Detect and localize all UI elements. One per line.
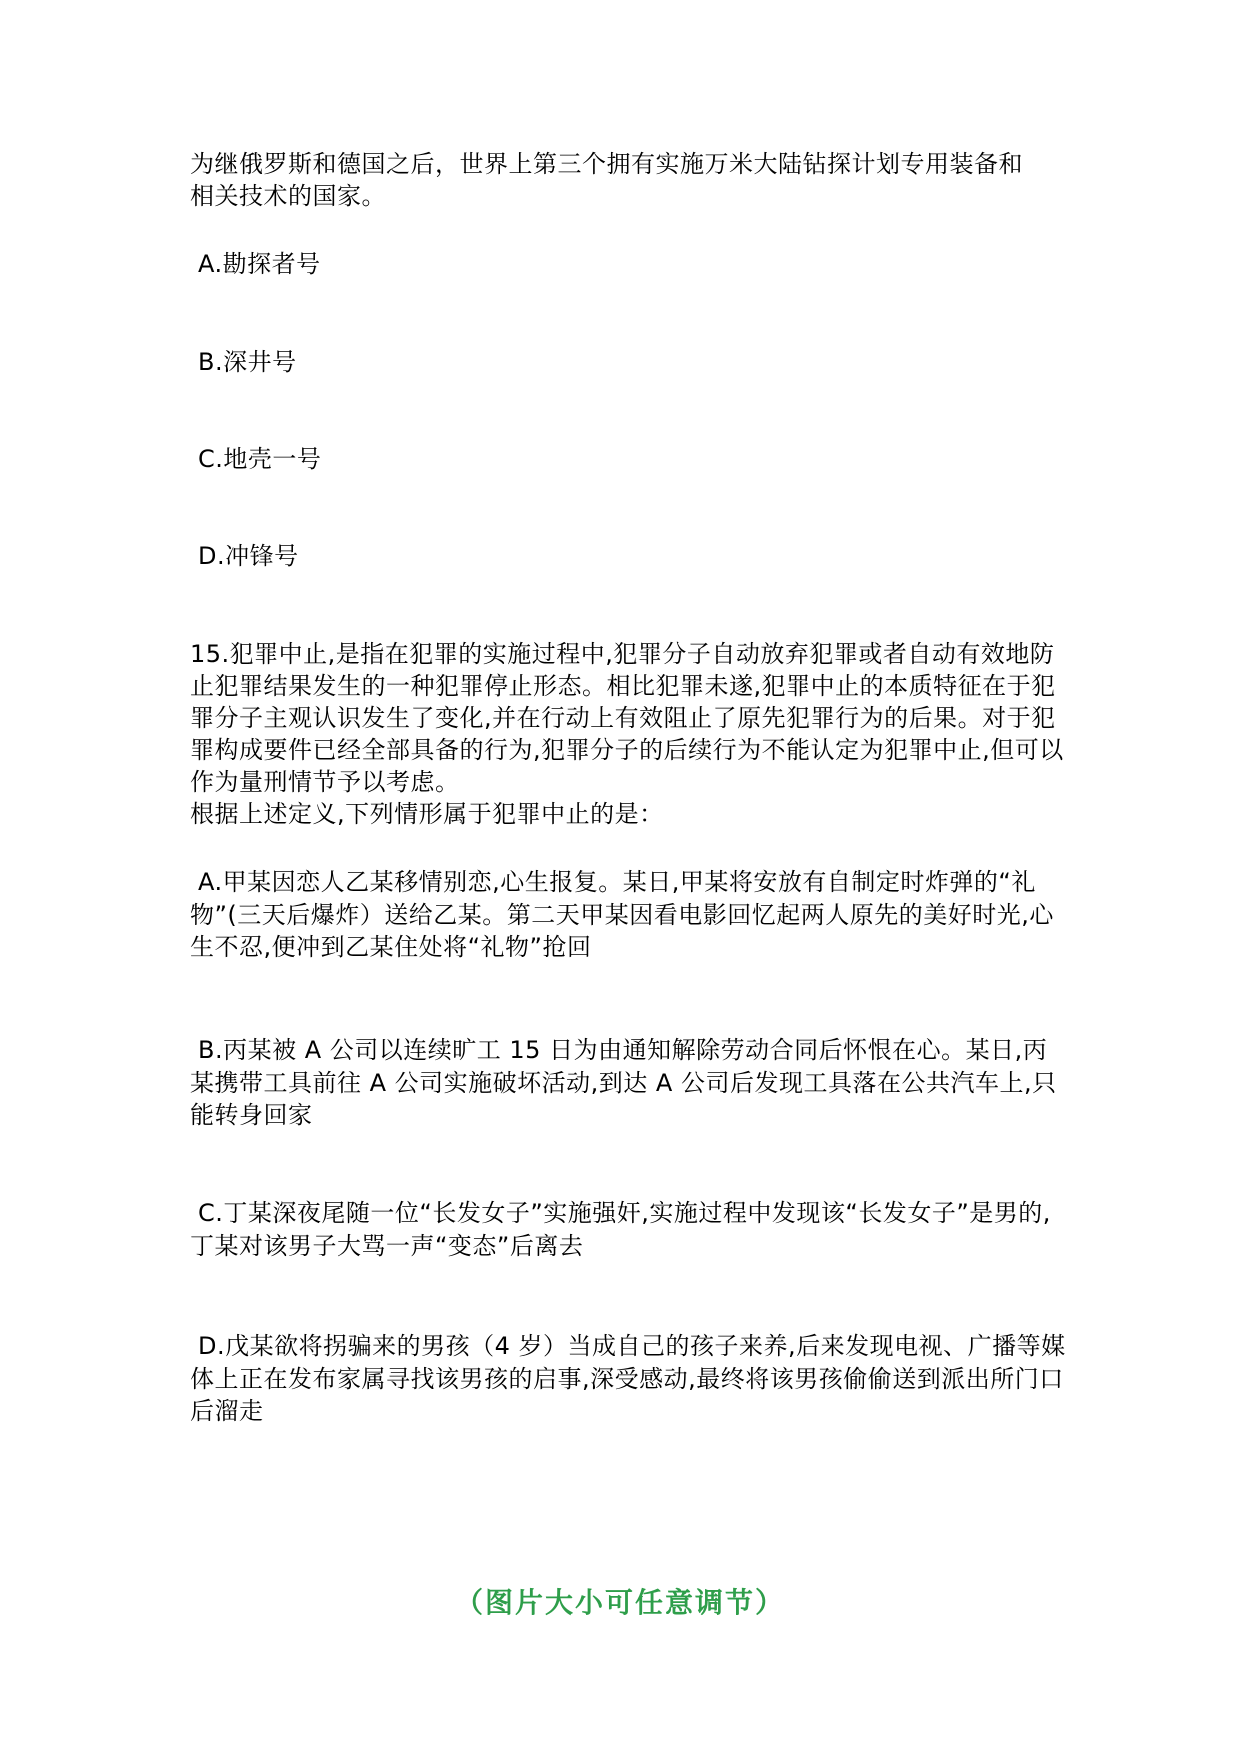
q15-option-d-text: D.戊某欲将拐骗来的男孩（4 岁）当成自己的孩子来养,后来发现电视、广播等媒体上正在发布家属寻找该男孩的启事,深受感动,最终将该男孩偷偷送到派出所门口后溜走 [190,1332,1066,1425]
q14-option-d: D.冲锋号 [198,542,299,570]
q15-option-a [190,866,1070,964]
q15-stem: 15.犯罪中止,是指在犯罪的实施过程中,犯罪分子自动放弃犯罪或者自动有效地防止犯罪结果发生的一种犯罪停止形态。相比犯罪未遂,犯罪中止的本质特征在于犯罪分子主观认识发生了变化,并在行动上有效阻止了原先犯罪行为的后果。对于犯罪构成要件已经全部具备的行为,犯罪分子的后续行为不能认定为犯罪中止,但可以作为量刑情节予以考虑。 [190,640,1064,796]
q14-option-c: C.地壳一号 [198,445,322,473]
q14-option-a: A.勘探者号 [198,250,321,278]
q15-option-a-text: A.甲某因恋人乙某移情别恋,心生报复。某日,甲某将安放有自制定时炸弹的“礼物”(三天后爆炸）送给乙某。第二天甲某因看电影回忆起两人原先的美好时光,心生不忍,便冲到乙某住处将“礼物”抢回 [190,868,1054,961]
intro-line-2: 相关技术的国家。 [190,182,386,210]
intro-paragraph [190,148,1070,212]
q15-option-c [190,1197,1070,1262]
q15-option-b [190,1034,1070,1132]
q15-option-b-text: B.丙某被 A 公司以连续旷工 15 日为由通知解除劳动合同后怀恨在心。某日,丙某携带工具前往 A 公司实施破坏活动,到达 A 公司后发现工具落在公共汽车上,只能转身回家 [190,1036,1057,1129]
q14-option-b: B.深井号 [198,348,297,376]
image-resize-note: （图片大小可任意调节） [454,1586,785,1619]
intro-line-1: 为继俄罗斯和德国之后，世界上第三个拥有实施万米大陆钻探计划专用装备和 [190,150,1023,178]
q15-question: 根据上述定义,下列情形属于犯罪中止的是： [190,800,664,828]
q15-option-c-text: C.丁某深夜尾随一位“长发女子”实施强奸,实施过程中发现该“长发女子”是男的,丁某对该男子大骂一声“变态”后离去 [190,1199,1051,1260]
q15-option-d [190,1330,1070,1428]
